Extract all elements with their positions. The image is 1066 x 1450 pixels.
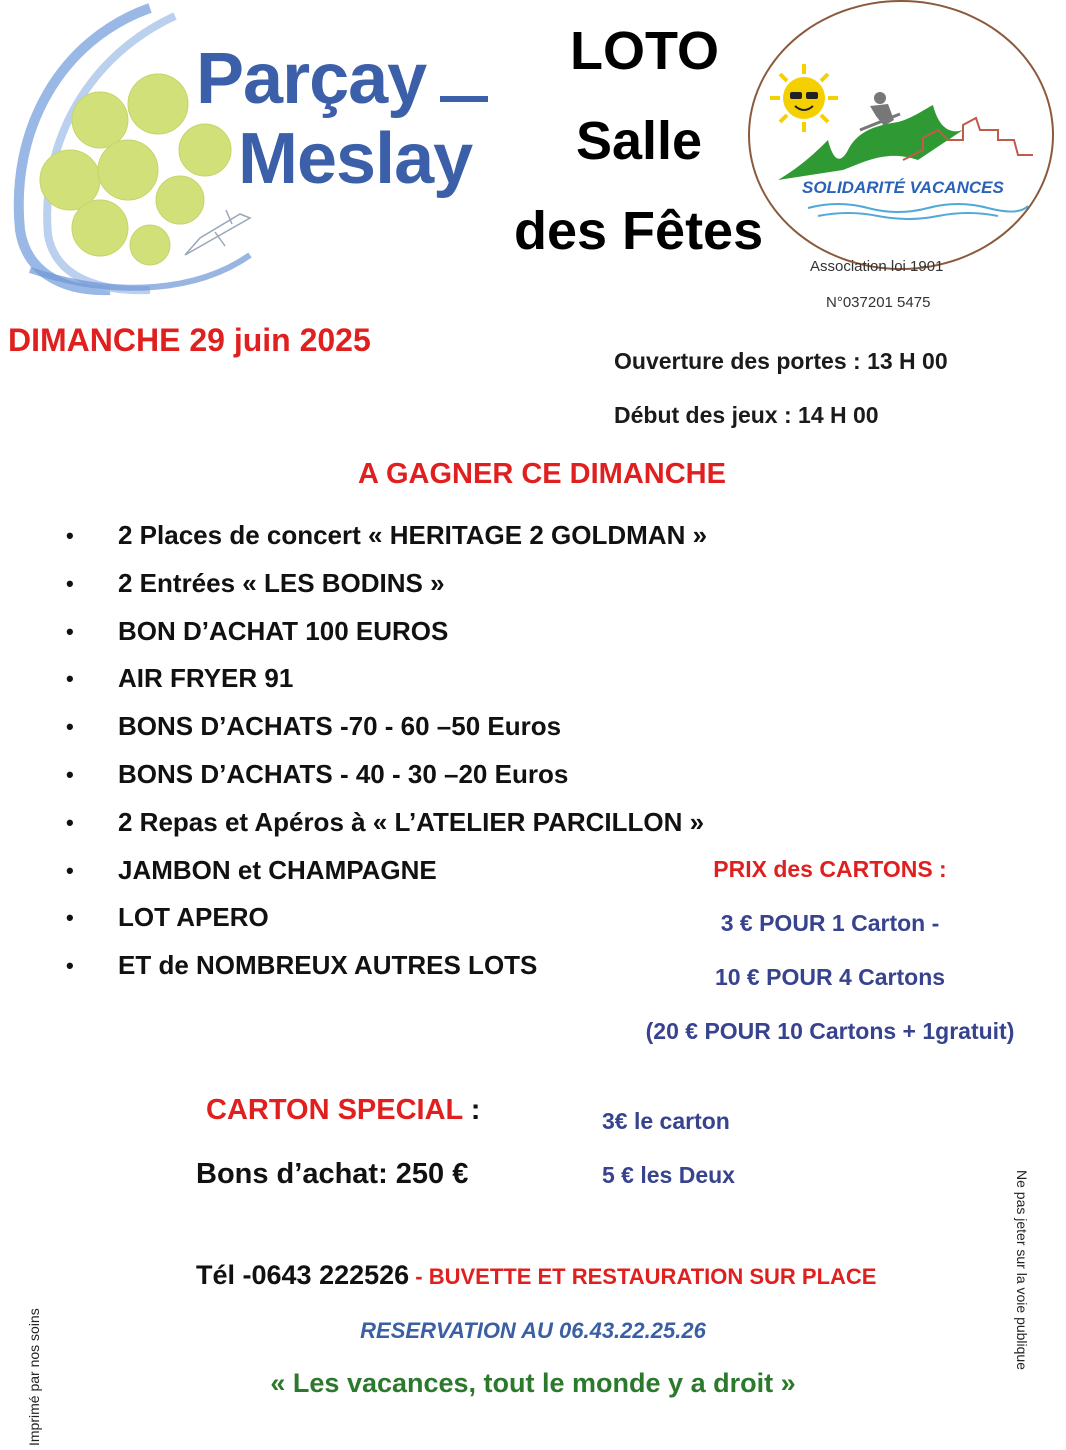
bullet-icon: • xyxy=(66,570,74,596)
start-time: Début des jeux : 14 H 00 xyxy=(614,402,879,428)
carton-special-bons: Bons d’achat: 250 € xyxy=(196,1158,469,1190)
bullet-icon: • xyxy=(66,809,74,835)
carton-price-10: (20 € POUR 10 Cartons + 1gratuit) xyxy=(645,1018,1015,1044)
sun-mountain-icon xyxy=(748,0,1054,270)
emblem-name: SOLIDARITÉ VACANCES xyxy=(802,178,1004,197)
carton-price-1: 3 € POUR 1 Carton - xyxy=(720,910,940,936)
event-date: DIMANCHE 29 juin 2025 xyxy=(8,322,371,358)
emblem-association: Association loi 1901 xyxy=(810,258,944,275)
logo-word-parcay: Parçay xyxy=(196,39,427,119)
carton-special-title: CARTON SPECIAL : xyxy=(206,1094,481,1126)
list-item: • BONS D’ACHATS -70 - 60 –50 Euros xyxy=(60,703,780,751)
list-item: • LOT APERO xyxy=(60,894,780,942)
litter-note: Ne pas jeter sur la voie publique xyxy=(1014,1170,1030,1371)
opening-time: Ouverture des portes : 13 H 00 xyxy=(614,348,948,374)
emblem-number: N°037201 5475 xyxy=(826,294,931,311)
list-item: • BONS D’ACHATS - 40 - 30 –20 Euros xyxy=(60,751,780,799)
bullet-icon: • xyxy=(66,953,74,979)
bullet-icon: • xyxy=(66,618,74,644)
title-salle: Salle xyxy=(576,111,703,171)
bullet-icon: • xyxy=(66,523,74,548)
printed-note: Imprimé par nos soins xyxy=(26,1308,42,1446)
list-item: • 2 Places de concert « HERITAGE 2 GOLDMAN » xyxy=(60,512,780,560)
list-item: • BON D’ACHAT 100 EUROS xyxy=(60,608,780,656)
solidarite-vacances-emblem xyxy=(748,0,1060,300)
title-loto: LOTO xyxy=(570,21,720,81)
title-des-fetes: des Fêtes xyxy=(514,201,764,261)
list-item: • ET de NOMBREUX AUTRES LOTS xyxy=(60,942,780,990)
bullet-icon: • xyxy=(66,905,74,931)
prizes-heading: A GAGNER CE DIMANCHE xyxy=(358,458,726,490)
list-item: • AIR FRYER 91 xyxy=(60,655,780,703)
bullet-icon: • xyxy=(66,857,74,883)
telephone-number: Tél -0643 222526 xyxy=(196,1260,410,1290)
slogan: « Les vacances, tout le monde y a droit » xyxy=(270,1368,796,1398)
carton-special-price-2: 5 € les Deux xyxy=(602,1162,735,1188)
bullet-icon: • xyxy=(66,761,74,787)
carton-price-4: 10 € POUR 4 Cartons xyxy=(714,964,946,990)
parcay-meslay-logo xyxy=(0,0,500,300)
list-item: • 2 Repas et Apéros à « L’ATELIER PARCILLON » xyxy=(60,799,780,847)
carton-special-price-1: 3€ le carton xyxy=(602,1108,730,1134)
cartons-heading: PRIX des CARTONS : xyxy=(713,856,947,882)
telephone-line xyxy=(196,1260,876,1291)
list-item: • 2 Entrées « LES BODINS » xyxy=(60,560,780,608)
logo-word-meslay: Meslay xyxy=(238,119,473,199)
reservation-line: RESERVATION AU 06.43.22.25.26 xyxy=(360,1318,706,1343)
buvette-text: - BUVETTE ET RESTAURATION SUR PLACE xyxy=(409,1264,877,1289)
bullet-icon: • xyxy=(66,666,74,692)
list-item: • JAMBON et CHAMPAGNE xyxy=(60,847,780,895)
bullet-icon: • xyxy=(66,714,74,740)
